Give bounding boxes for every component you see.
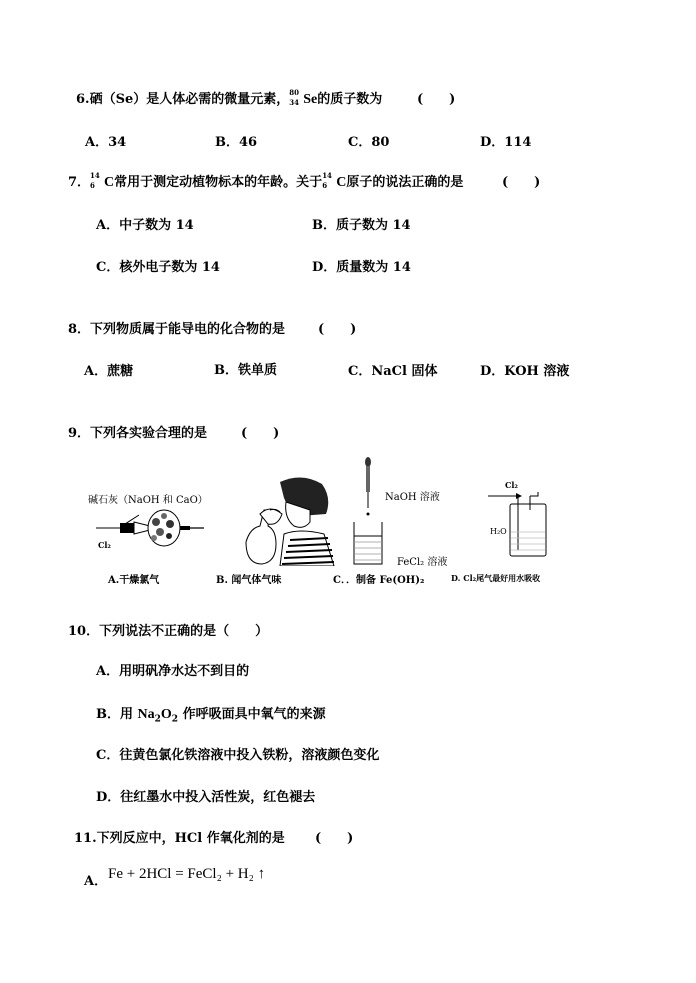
q11-option-a-equation: Fe + 2HCl = FeCl₂ + H₂ ↑: [108, 866, 266, 882]
q8-option-c: C．NaCl 固体: [348, 364, 438, 379]
question-7-stem: 7． 14 6 C常用于测定动植物标本的年龄。关于 14 6 C原子的说法正确的是: [68, 171, 464, 190]
q8-option-d: D．KOH 溶液: [480, 364, 570, 379]
dropper-beaker-figure: [352, 456, 384, 568]
caption-a: A.干燥氯气: [108, 575, 160, 586]
question-6-stem: 6.硒（Se）是人体必需的微量元素， 80 34 Se的质子数为: [76, 88, 383, 107]
caption-d: D. Cl₂尾气最好用水吸收: [451, 573, 541, 583]
figure-d-gas-label: Cl₂: [505, 480, 518, 490]
caption-c: C．．制备 Fe(OH)₂: [333, 575, 425, 586]
question-9-stem: 9．下列各实验合理的是: [68, 426, 208, 441]
q10-option-c: C．往黄色氯化铁溶液中投入铁粉，溶液颜色变化: [96, 748, 380, 763]
figure-a-gas-label: Cl₂: [98, 540, 111, 550]
q6-option-d: D．114: [480, 135, 532, 150]
caption-b: B. 闻气体气味: [216, 575, 282, 586]
nuclide-notation: 14 6: [322, 171, 332, 190]
q10-option-a: A．用明矾净水达不到目的: [96, 664, 250, 679]
figure-c-bottom-label: FeCl₂ 溶液: [397, 557, 448, 568]
nuclide-notation: 80 34: [289, 88, 299, 107]
q7-option-a: A．中子数为 14: [96, 218, 194, 233]
q7-option-d: D．质量数为 14: [312, 260, 411, 275]
q6-option-c: C．80: [348, 135, 390, 150]
question-10-stem: 10．下列说法不正确的是（ ）: [68, 624, 269, 639]
question-8-answer-blank: ( ): [318, 322, 357, 337]
q10-option-b: B．用 $Na_2O_2$ 作呼吸面具中氧气的来源: [96, 707, 326, 725]
question-9-answer-blank: ( ): [241, 426, 280, 441]
q6-option-a: A．34: [85, 135, 127, 150]
q7-option-c: C．核外电子数为 14: [96, 260, 220, 275]
figure-c-top-label: NaOH 溶液: [385, 492, 440, 503]
q8-option-b: B．铁单质: [214, 363, 277, 378]
figure-a-label: 碱石灰（NaOH 和 CaO）: [88, 495, 208, 506]
question-11-stem: 11.下列反应中，HCl 作氧化剂的是: [74, 831, 285, 846]
boy-smelling-figure: [240, 474, 336, 566]
figure-d-water-label: H₂O: [490, 527, 507, 536]
nuclide-notation: 14 6: [90, 171, 100, 190]
q7-option-b: B．质子数为 14: [312, 218, 411, 233]
question-6-answer-blank: ( ): [417, 92, 456, 107]
q6-option-b: B．46: [215, 135, 258, 150]
gas-washing-bottle-figure: [486, 490, 548, 560]
q11-option-a-label: A．: [84, 874, 108, 889]
q8-option-a: A．蔗糖: [84, 364, 134, 379]
question-8-stem: 8．下列物质属于能导电的化合物的是: [68, 322, 286, 337]
q10-option-d: D．往红墨水中投入活性炭，红色褪去: [96, 790, 316, 805]
question-11-answer-blank: ( ): [315, 831, 354, 846]
question-7-answer-blank: ( ): [502, 175, 541, 190]
